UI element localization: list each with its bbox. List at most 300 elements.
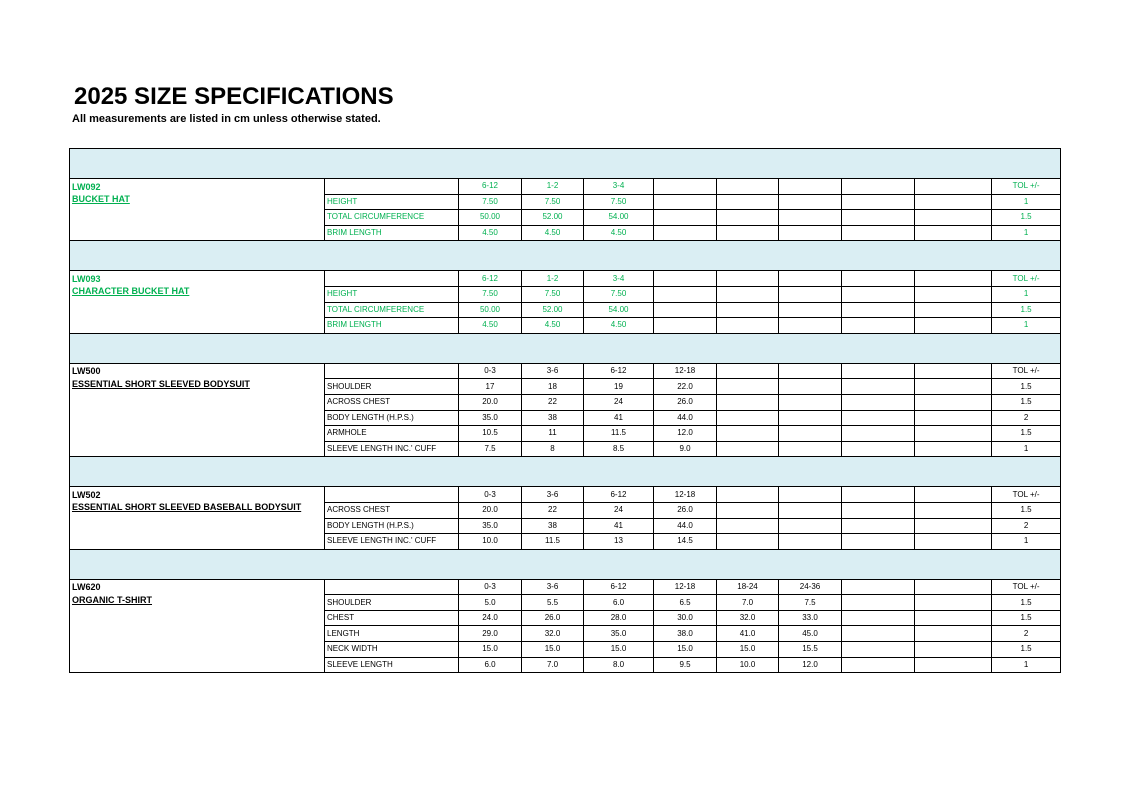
size-label: 3-6 xyxy=(522,579,584,595)
measurement-value xyxy=(842,210,915,226)
measurement-value xyxy=(779,302,842,318)
separator-band xyxy=(70,457,1061,487)
tolerance-value: 1 xyxy=(992,286,1061,302)
measurement-value xyxy=(779,286,842,302)
measurement-value: 7.0 xyxy=(522,657,584,673)
measurement-label: TOTAL CIRCUMFERENCE xyxy=(325,302,459,318)
measurement-value: 12.0 xyxy=(654,426,717,442)
measurement-value: 4.50 xyxy=(584,318,654,334)
product-code: LW500 xyxy=(70,363,325,379)
measurement-value xyxy=(779,394,842,410)
size-label xyxy=(842,579,915,595)
measurement-value xyxy=(654,225,717,241)
tolerance-value: 1.5 xyxy=(992,502,1061,518)
tolerance-value: 1.5 xyxy=(992,302,1061,318)
measurement-value: 44.0 xyxy=(654,518,717,534)
measurement-value xyxy=(915,286,992,302)
measurement-value xyxy=(915,642,992,658)
measurement-value: 15.5 xyxy=(779,642,842,658)
measurement-value: 38.0 xyxy=(654,626,717,642)
size-label: 6-12 xyxy=(584,363,654,379)
measurement-value xyxy=(779,426,842,442)
size-label: 6-12 xyxy=(459,271,522,287)
measurement-value: 24.0 xyxy=(459,610,522,626)
measurement-value xyxy=(842,302,915,318)
tolerance-value: 1 xyxy=(992,225,1061,241)
measurement-value xyxy=(842,379,915,395)
measurement-label: NECK WIDTH xyxy=(325,642,459,658)
measurement-value xyxy=(915,394,992,410)
measurement-value: 41 xyxy=(584,410,654,426)
measurement-value xyxy=(717,210,779,226)
measurement-value: 4.50 xyxy=(584,225,654,241)
measurement-value: 15.0 xyxy=(459,642,522,658)
measurement-label: BODY LENGTH (H.P.S.) xyxy=(325,410,459,426)
size-label xyxy=(915,271,992,287)
measurement-value: 8 xyxy=(522,441,584,457)
separator-band xyxy=(70,333,1061,363)
measurement-value: 10.5 xyxy=(459,426,522,442)
size-label xyxy=(779,487,842,503)
tolerance-value: 1.5 xyxy=(992,394,1061,410)
measurement-value xyxy=(717,286,779,302)
measurement-value xyxy=(842,394,915,410)
measurement-value xyxy=(717,379,779,395)
measurement-row xyxy=(70,610,1061,626)
size-label xyxy=(717,271,779,287)
measurement-row xyxy=(70,657,1061,673)
tolerance-header: TOL +/- xyxy=(992,179,1061,195)
empty-cell xyxy=(70,626,325,642)
page-title: 2025 SIZE SPECIFICATIONS xyxy=(74,83,394,110)
measurement-row xyxy=(70,210,1061,226)
size-header-row xyxy=(70,487,1061,503)
measurement-value xyxy=(654,286,717,302)
measurement-value: 41.0 xyxy=(717,626,779,642)
measurement-value: 54.00 xyxy=(584,210,654,226)
size-header-row xyxy=(70,579,1061,595)
measurement-row xyxy=(70,642,1061,658)
measurement-row xyxy=(70,225,1061,241)
measurement-label: SHOULDER xyxy=(325,595,459,611)
size-label xyxy=(842,179,915,195)
measurement-value xyxy=(717,410,779,426)
measurement-value xyxy=(654,318,717,334)
measurement-label: BODY LENGTH (H.P.S.) xyxy=(325,518,459,534)
size-label xyxy=(915,363,992,379)
measurement-value: 26.0 xyxy=(522,610,584,626)
measurement-value xyxy=(915,426,992,442)
measurement-row xyxy=(70,595,1061,611)
measurement-value xyxy=(915,410,992,426)
measurement-value: 7.0 xyxy=(717,595,779,611)
measurement-value xyxy=(842,426,915,442)
measurement-value xyxy=(717,225,779,241)
tolerance-value: 1.5 xyxy=(992,210,1061,226)
section-separator xyxy=(70,333,1061,363)
measurement-value xyxy=(915,225,992,241)
measurement-value xyxy=(842,595,915,611)
measurement-value: 8.0 xyxy=(584,657,654,673)
measurement-value: 4.50 xyxy=(522,225,584,241)
measurement-value xyxy=(915,379,992,395)
measurement-value: 15.0 xyxy=(522,642,584,658)
measurement-value: 50.00 xyxy=(459,302,522,318)
measurement-value xyxy=(654,210,717,226)
measurement-row xyxy=(70,379,1061,395)
measurement-value: 29.0 xyxy=(459,626,522,642)
measurement-value: 5.0 xyxy=(459,595,522,611)
measurement-value: 35.0 xyxy=(584,626,654,642)
tolerance-value: 1.5 xyxy=(992,379,1061,395)
measurement-value: 6.5 xyxy=(654,595,717,611)
measurement-label: TOTAL CIRCUMFERENCE xyxy=(325,210,459,226)
size-label xyxy=(717,179,779,195)
size-label xyxy=(842,487,915,503)
measurement-row xyxy=(70,518,1061,534)
measurement-value xyxy=(717,394,779,410)
size-label: 0-3 xyxy=(459,579,522,595)
empty-cell xyxy=(325,579,459,595)
size-label xyxy=(842,363,915,379)
measurement-value xyxy=(842,502,915,518)
tolerance-value: 2 xyxy=(992,518,1061,534)
size-header-row xyxy=(70,271,1061,287)
tolerance-value: 1 xyxy=(992,194,1061,210)
measurement-value xyxy=(717,318,779,334)
size-label: 12-18 xyxy=(654,579,717,595)
measurement-value xyxy=(842,225,915,241)
measurement-value xyxy=(779,502,842,518)
measurement-value xyxy=(717,441,779,457)
measurement-value xyxy=(842,610,915,626)
measurement-label: CHEST xyxy=(325,610,459,626)
size-label: 6-12 xyxy=(584,487,654,503)
size-header-row xyxy=(70,179,1061,195)
product-name: ESSENTIAL SHORT SLEEVED BASEBALL BODYSUIT xyxy=(70,502,325,518)
measurement-value: 44.0 xyxy=(654,410,717,426)
empty-cell xyxy=(70,441,325,457)
measurement-value: 14.5 xyxy=(654,534,717,550)
measurement-row xyxy=(70,194,1061,210)
measurement-value: 7.5 xyxy=(779,595,842,611)
empty-cell xyxy=(70,394,325,410)
size-label xyxy=(654,271,717,287)
measurement-value xyxy=(842,318,915,334)
measurement-value: 28.0 xyxy=(584,610,654,626)
measurement-value: 7.50 xyxy=(522,286,584,302)
measurement-label: SLEEVE LENGTH INC.' CUFF xyxy=(325,534,459,550)
measurement-value: 35.0 xyxy=(459,518,522,534)
measurement-value xyxy=(842,410,915,426)
empty-cell xyxy=(70,642,325,658)
measurement-value xyxy=(779,379,842,395)
measurement-value: 32.0 xyxy=(717,610,779,626)
section-separator xyxy=(70,149,1061,179)
empty-cell xyxy=(70,318,325,334)
measurement-value: 32.0 xyxy=(522,626,584,642)
measurement-value xyxy=(915,534,992,550)
measurement-value: 8.5 xyxy=(584,441,654,457)
measurement-value xyxy=(842,657,915,673)
tolerance-value: 2 xyxy=(992,626,1061,642)
measurement-value: 5.5 xyxy=(522,595,584,611)
measurement-value: 9.0 xyxy=(654,441,717,457)
measurement-value: 20.0 xyxy=(459,394,522,410)
empty-cell xyxy=(70,610,325,626)
measurement-value: 52.00 xyxy=(522,210,584,226)
measurement-row xyxy=(70,318,1061,334)
measurement-label: ACROSS CHEST xyxy=(325,502,459,518)
measurement-label: ARMHOLE xyxy=(325,426,459,442)
measurement-value: 30.0 xyxy=(654,610,717,626)
measurement-value: 7.50 xyxy=(459,194,522,210)
measurement-value: 11.5 xyxy=(584,426,654,442)
measurement-value xyxy=(779,518,842,534)
separator-band xyxy=(70,149,1061,179)
measurement-row xyxy=(70,410,1061,426)
measurement-row xyxy=(70,626,1061,642)
tolerance-value: 1.5 xyxy=(992,595,1061,611)
measurement-value xyxy=(779,441,842,457)
measurement-row xyxy=(70,302,1061,318)
measurement-row xyxy=(70,534,1061,550)
measurement-label: BRIM LENGTH xyxy=(325,225,459,241)
measurement-value: 15.0 xyxy=(654,642,717,658)
measurement-row xyxy=(70,441,1061,457)
empty-cell xyxy=(325,487,459,503)
measurement-value: 19 xyxy=(584,379,654,395)
measurement-row xyxy=(70,286,1061,302)
measurement-value xyxy=(717,194,779,210)
measurement-value: 35.0 xyxy=(459,410,522,426)
measurement-value: 6.0 xyxy=(459,657,522,673)
size-label: 12-18 xyxy=(654,363,717,379)
measurement-value xyxy=(842,534,915,550)
measurement-label: HEIGHT xyxy=(325,286,459,302)
measurement-value xyxy=(717,502,779,518)
tolerance-value: 1.5 xyxy=(992,610,1061,626)
size-label: 1-2 xyxy=(522,271,584,287)
measurement-value: 7.50 xyxy=(584,194,654,210)
tolerance-value: 1 xyxy=(992,318,1061,334)
section-separator xyxy=(70,241,1061,271)
measurement-label: BRIM LENGTH xyxy=(325,318,459,334)
size-label: 1-2 xyxy=(522,179,584,195)
measurement-value xyxy=(915,595,992,611)
product-code: LW092 xyxy=(70,179,325,195)
measurement-row xyxy=(70,426,1061,442)
measurement-value: 20.0 xyxy=(459,502,522,518)
product-name: ORGANIC T-SHIRT xyxy=(70,595,325,611)
measurement-value xyxy=(915,626,992,642)
section-separator xyxy=(70,457,1061,487)
measurement-value xyxy=(915,210,992,226)
separator-band xyxy=(70,241,1061,271)
measurement-value xyxy=(779,318,842,334)
measurement-value: 11 xyxy=(522,426,584,442)
measurement-value: 6.0 xyxy=(584,595,654,611)
size-label: 0-3 xyxy=(459,363,522,379)
product-code: LW502 xyxy=(70,487,325,503)
size-label xyxy=(842,271,915,287)
measurement-value: 18 xyxy=(522,379,584,395)
product-name: ESSENTIAL SHORT SLEEVED BODYSUIT xyxy=(70,379,325,395)
product-name: BUCKET HAT xyxy=(70,194,325,210)
size-label xyxy=(779,363,842,379)
measurement-label: ACROSS CHEST xyxy=(325,394,459,410)
size-label: 0-3 xyxy=(459,487,522,503)
empty-cell xyxy=(70,534,325,550)
measurement-value: 11.5 xyxy=(522,534,584,550)
measurement-value xyxy=(915,318,992,334)
measurement-label: SLEEVE LENGTH xyxy=(325,657,459,673)
measurement-value xyxy=(915,302,992,318)
product-code: LW620 xyxy=(70,579,325,595)
measurement-value: 10.0 xyxy=(459,534,522,550)
measurement-value xyxy=(842,441,915,457)
tolerance-value: 1.5 xyxy=(992,426,1061,442)
empty-cell xyxy=(70,657,325,673)
tolerance-header: TOL +/- xyxy=(992,363,1061,379)
measurement-value xyxy=(842,642,915,658)
measurement-value xyxy=(779,194,842,210)
measurement-value: 13 xyxy=(584,534,654,550)
empty-cell xyxy=(325,363,459,379)
measurement-value: 26.0 xyxy=(654,394,717,410)
measurement-value xyxy=(915,610,992,626)
measurement-value xyxy=(717,534,779,550)
measurement-value: 17 xyxy=(459,379,522,395)
measurement-value xyxy=(842,194,915,210)
size-label: 18-24 xyxy=(717,579,779,595)
measurement-label: HEIGHT xyxy=(325,194,459,210)
size-label: 12-18 xyxy=(654,487,717,503)
measurement-value: 9.5 xyxy=(654,657,717,673)
measurement-value xyxy=(779,210,842,226)
measurement-value: 7.50 xyxy=(522,194,584,210)
measurement-value xyxy=(717,518,779,534)
empty-cell xyxy=(70,302,325,318)
measurement-value: 24 xyxy=(584,394,654,410)
separator-band xyxy=(70,549,1061,579)
measurement-value: 33.0 xyxy=(779,610,842,626)
measurement-value: 24 xyxy=(584,502,654,518)
measurement-value: 22 xyxy=(522,394,584,410)
size-label xyxy=(915,179,992,195)
size-label: 3-6 xyxy=(522,487,584,503)
size-label: 3-4 xyxy=(584,271,654,287)
measurement-value: 12.0 xyxy=(779,657,842,673)
measurement-label: LENGTH xyxy=(325,626,459,642)
measurement-value xyxy=(915,518,992,534)
measurement-value: 7.50 xyxy=(459,286,522,302)
empty-cell xyxy=(70,410,325,426)
measurement-value: 41 xyxy=(584,518,654,534)
measurement-value: 4.50 xyxy=(522,318,584,334)
measurement-label: SLEEVE LENGTH INC.' CUFF xyxy=(325,441,459,457)
empty-cell xyxy=(70,210,325,226)
measurement-value xyxy=(717,302,779,318)
measurement-row xyxy=(70,502,1061,518)
measurement-value: 54.00 xyxy=(584,302,654,318)
measurement-value xyxy=(717,426,779,442)
size-label: 6-12 xyxy=(584,579,654,595)
measurement-value: 38 xyxy=(522,410,584,426)
measurement-value: 4.50 xyxy=(459,225,522,241)
measurement-value xyxy=(842,518,915,534)
measurement-value xyxy=(915,502,992,518)
measurement-value xyxy=(842,626,915,642)
empty-cell xyxy=(325,179,459,195)
size-label: 24-36 xyxy=(779,579,842,595)
size-spec-table xyxy=(69,148,1061,673)
size-label xyxy=(915,487,992,503)
measurement-value xyxy=(915,194,992,210)
empty-cell xyxy=(70,426,325,442)
size-label xyxy=(779,271,842,287)
page-subtitle: All measurements are listed in cm unless otherwise stated. xyxy=(72,113,381,125)
tolerance-header: TOL +/- xyxy=(992,579,1061,595)
measurement-value: 45.0 xyxy=(779,626,842,642)
measurement-value: 7.50 xyxy=(584,286,654,302)
measurement-value: 22 xyxy=(522,502,584,518)
measurement-value xyxy=(842,286,915,302)
measurement-value: 15.0 xyxy=(584,642,654,658)
tolerance-header: TOL +/- xyxy=(992,487,1061,503)
measurement-value: 7.5 xyxy=(459,441,522,457)
size-label xyxy=(654,179,717,195)
empty-cell xyxy=(70,518,325,534)
measurement-value: 15.0 xyxy=(717,642,779,658)
measurement-value: 26.0 xyxy=(654,502,717,518)
measurement-value xyxy=(779,410,842,426)
measurement-value xyxy=(915,441,992,457)
size-label: 3-6 xyxy=(522,363,584,379)
size-label xyxy=(915,579,992,595)
size-label xyxy=(717,363,779,379)
measurement-value xyxy=(654,302,717,318)
measurement-value xyxy=(779,534,842,550)
measurement-value xyxy=(654,194,717,210)
size-label xyxy=(717,487,779,503)
measurement-value: 22.0 xyxy=(654,379,717,395)
tolerance-value: 1.5 xyxy=(992,642,1061,658)
measurement-value: 50.00 xyxy=(459,210,522,226)
size-label: 6-12 xyxy=(459,179,522,195)
measurement-value: 38 xyxy=(522,518,584,534)
tolerance-value: 2 xyxy=(992,410,1061,426)
measurement-value: 10.0 xyxy=(717,657,779,673)
tolerance-header: TOL +/- xyxy=(992,271,1061,287)
tolerance-value: 1 xyxy=(992,441,1061,457)
tolerance-value: 1 xyxy=(992,534,1061,550)
size-label: 3-4 xyxy=(584,179,654,195)
section-separator xyxy=(70,549,1061,579)
empty-cell xyxy=(325,271,459,287)
size-label xyxy=(779,179,842,195)
empty-cell xyxy=(70,225,325,241)
measurement-value xyxy=(779,225,842,241)
measurement-label: SHOULDER xyxy=(325,379,459,395)
tolerance-value: 1 xyxy=(992,657,1061,673)
product-name: CHARACTER BUCKET HAT xyxy=(70,286,325,302)
size-header-row xyxy=(70,363,1061,379)
measurement-value: 52.00 xyxy=(522,302,584,318)
measurement-row xyxy=(70,394,1061,410)
measurement-value xyxy=(915,657,992,673)
measurement-value: 4.50 xyxy=(459,318,522,334)
